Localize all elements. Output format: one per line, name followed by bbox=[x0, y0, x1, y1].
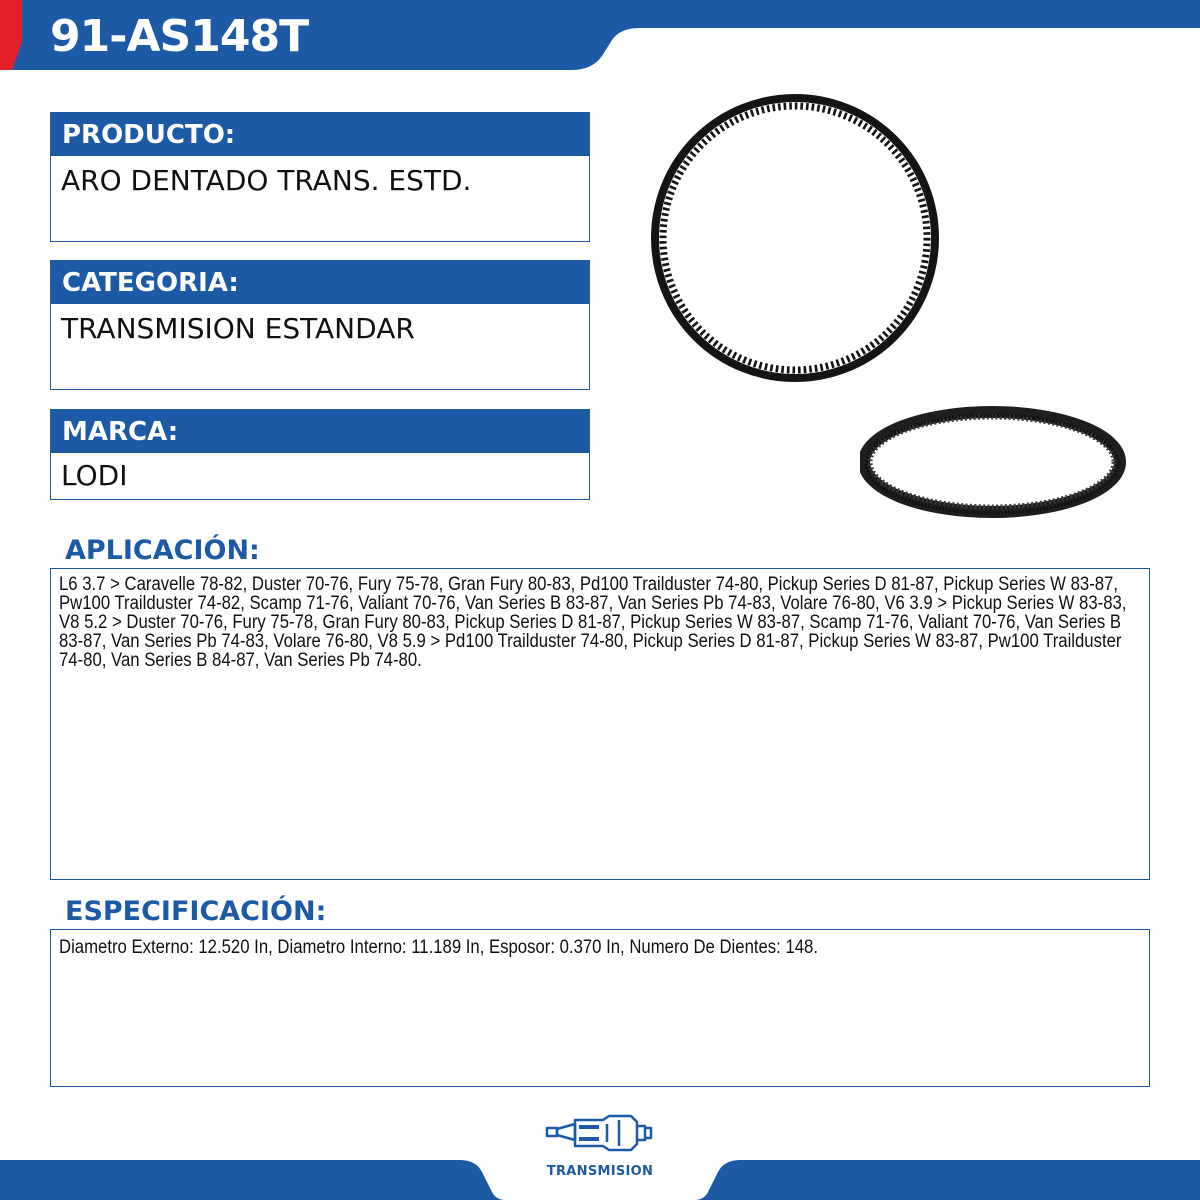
aplicacion-text: L6 3.7 > Caravelle 78-82, Duster 70-76, Fury 75-78, Gran Fury 80-83, Pd100 Trailduster 74-80, Pickup Series D 81-87, Pickup Series W 83-87, Pw100 Trailduster 74-82, Scamp 71-76, Valiant 70-76, Van Series B 83-87, Van Series Pb 74-83, Volare 76-80, V6 3.9 > Pickup Series W 83-83, V8 5.2 > Duster 70-76, Fury 75-78, Gran Fury 80-83, Pickup Series D 81-87, Pickup Series W 83-87, Scamp 71-76, Valiant 70-76, Van Series B 83-87, Van Series Pb 74-83, Volare 76-80, V8 5.9 > Pd100 Trailduster 74-80, Pickup Series D 81-87, Pickup Series W 83-87, Pw100 Trailduster 74-80, Van Series B 84-87, Van Series Pb 74-80. bbox=[59, 574, 1127, 671]
producto-value: ARO DENTADO TRANS. ESTD. bbox=[50, 156, 590, 242]
footer-category-label: TRANSMISION bbox=[546, 1164, 654, 1179]
aplicacion-title: APLICACIÓN: bbox=[65, 535, 260, 566]
categoria-value: TRANSMISION ESTANDAR bbox=[50, 304, 590, 390]
especificacion-box bbox=[50, 929, 1150, 1087]
categoria-label: CATEGORIA: bbox=[50, 260, 590, 304]
marca-label: MARCA: bbox=[50, 409, 590, 453]
part-number: 91-AS148T bbox=[50, 11, 309, 62]
producto-label: PRODUCTO: bbox=[50, 112, 590, 156]
ring-gear-front-view bbox=[645, 88, 945, 388]
ring-gear-perspective-view bbox=[860, 405, 1130, 520]
transmission-icon bbox=[545, 1112, 657, 1156]
aplicacion-box bbox=[50, 568, 1150, 880]
especificacion-title: ESPECIFICACIÓN: bbox=[65, 896, 327, 927]
especificacion-text: Diametro Externo: 12.520 In, Diametro Interno: 11.189 In, Esposor: 0.370 In, Numero De Dientes: 148. bbox=[59, 937, 819, 958]
marca-value: LODI bbox=[50, 453, 590, 500]
